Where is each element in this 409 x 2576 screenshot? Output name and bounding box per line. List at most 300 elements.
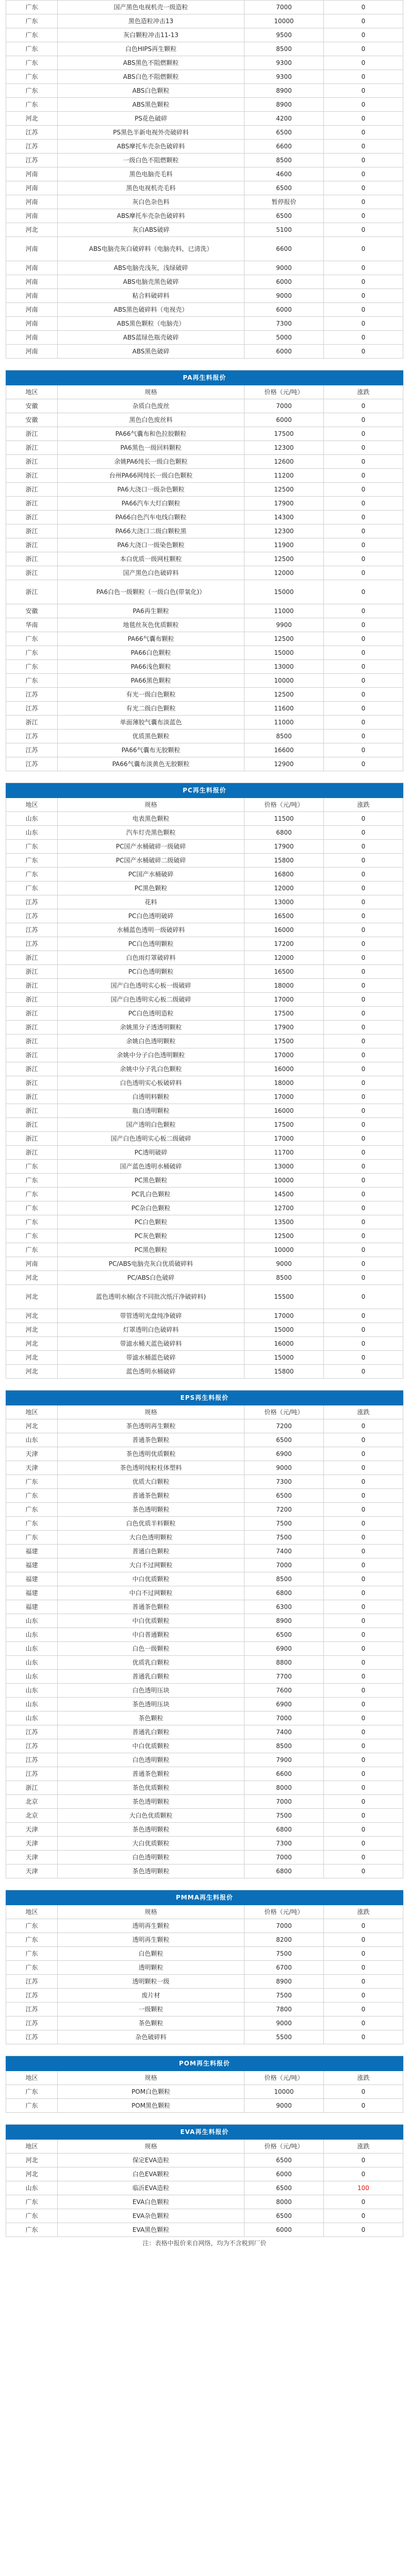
spec-cell: PC黑色颗粒 <box>58 1243 244 1257</box>
change-cell: 0 <box>323 937 403 951</box>
section-title: PC再生料报价 <box>6 783 403 798</box>
table-row <box>6 923 403 937</box>
table-row <box>6 1146 403 1160</box>
change-cell: 0 <box>323 923 403 937</box>
region-cell: 浙江 <box>6 497 58 511</box>
price-cell: 12500 <box>244 1229 323 1243</box>
price-cell: 14500 <box>244 1188 323 1201</box>
region-cell: 天津 <box>6 1837 58 1851</box>
price-cell: 15000 <box>244 1351 323 1365</box>
spec-cell: EVA白色颗粒 <box>58 2195 244 2209</box>
price-cell: 5000 <box>244 331 323 345</box>
spec-cell: 国产蓝色透明水桶破碎 <box>58 1160 244 1174</box>
change-cell: 0 <box>323 1365 403 1379</box>
table-row <box>6 1947 403 1961</box>
header-region: 地区 <box>6 1905 58 1919</box>
change-cell: 0 <box>323 1309 403 1323</box>
change-cell: 0 <box>323 331 403 345</box>
table-row <box>6 1975 403 1989</box>
spec-cell: 茶色透明优质颗粒 <box>58 1447 244 1461</box>
spec-cell: 国产白色透明实心板二级破碎 <box>58 1132 244 1146</box>
region-cell: 浙江 <box>6 716 58 730</box>
price-cell: 17200 <box>244 937 323 951</box>
region-cell: 福建 <box>6 1558 58 1572</box>
table-row <box>6 1823 403 1837</box>
table-row <box>6 1447 403 1461</box>
section-title-row <box>6 1890 403 1905</box>
price-cell: 16000 <box>244 1062 323 1076</box>
spec-cell: 中白不过网颗粒 <box>58 1586 244 1600</box>
table-row <box>6 688 403 702</box>
table-row <box>6 716 403 730</box>
change-cell: 0 <box>323 660 403 674</box>
price-cell: 12300 <box>244 524 323 538</box>
table-row <box>6 854 403 868</box>
spec-cell: PA66大浇口二级白颗粒黑 <box>58 524 244 538</box>
price-cell: 9000 <box>244 1461 323 1475</box>
spec-cell: 优质黑色颗粒 <box>58 730 244 743</box>
spec-cell: 黑色造粒冲击13 <box>58 14 244 28</box>
spec-cell: PA66白色汽车电线白颗粒 <box>58 511 244 524</box>
change-cell: 0 <box>323 1517 403 1531</box>
change-cell: 0 <box>323 840 403 854</box>
spec-cell: 废片材 <box>58 1989 244 2003</box>
table-row <box>6 868 403 882</box>
section-gap-cell <box>6 1878 403 1890</box>
header-change: 涨跌 <box>323 385 403 399</box>
change-cell: 0 <box>323 1076 403 1090</box>
price-cell: 6500 <box>244 2181 323 2195</box>
price-cell: 12300 <box>244 441 323 455</box>
table-row <box>6 1961 403 1975</box>
region-cell: 河北 <box>6 1271 58 1285</box>
price-cell: 7000 <box>244 1558 323 1572</box>
region-cell: 河北 <box>6 112 58 126</box>
change-cell: 0 <box>323 826 403 840</box>
table-row <box>6 427 403 441</box>
table-row <box>6 951 403 965</box>
change-cell: 0 <box>323 2030 403 2044</box>
region-cell: 山东 <box>6 1642 58 1656</box>
price-cell: 12600 <box>244 455 323 469</box>
header-region: 地区 <box>6 1405 58 1419</box>
section-title: POM再生料报价 <box>6 2056 403 2071</box>
table-row <box>6 1351 403 1365</box>
change-cell: 0 <box>323 181 403 195</box>
price-cell: 7500 <box>244 1947 323 1961</box>
table-row <box>6 261 403 275</box>
spec-cell: 汽车灯壳黑色颗粒 <box>58 826 244 840</box>
change-cell: 0 <box>323 1837 403 1851</box>
price-cell: 17000 <box>244 1090 323 1104</box>
price-cell: 10000 <box>244 1174 323 1188</box>
spec-cell: 余姚中分子乳白色颗粒 <box>58 1062 244 1076</box>
price-cell: 6500 <box>244 2209 323 2223</box>
price-table <box>6 0 403 2237</box>
price-cell: 6500 <box>244 1489 323 1503</box>
price-cell: 13500 <box>244 1215 323 1229</box>
section-title-row <box>6 2056 403 2071</box>
price-cell: 12500 <box>244 632 323 646</box>
change-cell: 0 <box>323 497 403 511</box>
change-cell: 0 <box>323 112 403 126</box>
table-row <box>6 1684 403 1698</box>
change-cell: 0 <box>323 524 403 538</box>
price-cell: 16000 <box>244 1104 323 1118</box>
column-header-row <box>6 2140 403 2154</box>
spec-cell: ABS白色不阻燃颗粒 <box>58 70 244 84</box>
change-cell: 0 <box>323 209 403 223</box>
region-cell: 江苏 <box>6 2003 58 2016</box>
spec-cell: 透明颗粒一级 <box>58 1975 244 1989</box>
region-cell: 河南 <box>6 317 58 331</box>
spec-cell: 普通茶色颗粒 <box>58 1600 244 1614</box>
spec-cell: PA66气囊布颗粒 <box>58 632 244 646</box>
price-cell: 17500 <box>244 1035 323 1048</box>
footer-note: 注：表格中报价来自网络，均为不含税到厂价 <box>142 2240 267 2247</box>
table-row <box>6 618 403 632</box>
spec-cell: PC黑色颗粒 <box>58 882 244 895</box>
table-row <box>6 70 403 84</box>
price-cell: 9000 <box>244 261 323 275</box>
price-cell: 9000 <box>244 2099 323 2113</box>
region-cell: 浙江 <box>6 455 58 469</box>
region-cell: 山东 <box>6 1614 58 1628</box>
region-cell: 浙江 <box>6 511 58 524</box>
spec-cell: PA66黑色颗粒 <box>58 674 244 688</box>
region-cell: 河南 <box>6 1257 58 1271</box>
table-row <box>6 1090 403 1104</box>
price-cell: 11200 <box>244 469 323 483</box>
region-cell: 山东 <box>6 826 58 840</box>
table-row <box>6 1062 403 1076</box>
region-cell: 山东 <box>6 2181 58 2195</box>
change-cell: 0 <box>323 1545 403 1558</box>
spec-cell: PA6白色一级颗粒（一级白色(带氧化)） <box>58 580 244 604</box>
region-cell: 河北 <box>6 1351 58 1365</box>
spec-cell: 瓶白透明颗粒 <box>58 1104 244 1118</box>
change-cell: 0 <box>323 1035 403 1048</box>
table-row <box>6 1323 403 1337</box>
region-cell: 江苏 <box>6 743 58 757</box>
region-cell: 广东 <box>6 2223 58 2237</box>
region-cell: 广东 <box>6 1919 58 1933</box>
table-row <box>6 2223 403 2237</box>
change-cell: 0 <box>323 688 403 702</box>
change-cell: 0 <box>323 1698 403 1711</box>
column-header-row <box>6 798 403 812</box>
region-cell: 江苏 <box>6 1725 58 1739</box>
price-cell: 12000 <box>244 566 323 580</box>
table-row <box>6 743 403 757</box>
region-cell: 河北 <box>6 1365 58 1379</box>
change-cell: 0 <box>323 1243 403 1257</box>
price-cell: 7500 <box>244 1989 323 2003</box>
spec-cell: 蓝色透明水桶破碎 <box>58 1365 244 1379</box>
table-row <box>6 511 403 524</box>
spec-cell: ABS电脑壳黑色破碎 <box>58 275 244 289</box>
price-cell: 8500 <box>244 730 323 743</box>
change-cell: 0 <box>323 2167 403 2181</box>
spec-cell: 白透明料颗粒 <box>58 1090 244 1104</box>
change-cell: 0 <box>323 730 403 743</box>
change-cell: 0 <box>323 1489 403 1503</box>
spec-cell: 黑色白色废丝料 <box>58 413 244 427</box>
change-cell: 0 <box>323 1337 403 1351</box>
spec-cell: PA66汽车大灯白颗粒 <box>58 497 244 511</box>
spec-cell: 大白优质颗粒 <box>58 1837 244 1851</box>
region-cell: 河北 <box>6 2154 58 2167</box>
header-spec: 规格 <box>58 1905 244 1919</box>
region-cell: 广东 <box>6 14 58 28</box>
change-cell: 0 <box>323 1628 403 1642</box>
change-cell: 0 <box>323 2099 403 2113</box>
region-cell: 江苏 <box>6 1975 58 1989</box>
table-row <box>6 1243 403 1257</box>
change-cell: 0 <box>323 1351 403 1365</box>
table-row <box>6 1076 403 1090</box>
region-cell: 广东 <box>6 98 58 112</box>
region-cell: 江苏 <box>6 688 58 702</box>
spec-cell: PS黑色半新电视外壳破碎料 <box>58 126 244 140</box>
region-cell: 浙江 <box>6 1146 58 1160</box>
spec-cell: 黑色电脑壳毛料 <box>58 167 244 181</box>
price-cell: 7300 <box>244 317 323 331</box>
change-cell: 0 <box>323 399 403 413</box>
spec-cell: 粘合料破碎料 <box>58 289 244 303</box>
change-cell: 0 <box>323 1600 403 1614</box>
change-cell: 0 <box>323 1558 403 1572</box>
change-cell: 0 <box>323 1531 403 1545</box>
spec-cell: 本白优质一级网柱颗粒 <box>58 552 244 566</box>
spec-cell: 白色透明压块 <box>58 1684 244 1698</box>
spec-cell: 中白优质颗粒 <box>58 1572 244 1586</box>
spec-cell: 茶色颗粒 <box>58 2016 244 2030</box>
price-cell: 7000 <box>244 399 323 413</box>
change-cell: 0 <box>323 1188 403 1201</box>
change-cell: 0 <box>323 716 403 730</box>
region-cell: 广东 <box>6 1243 58 1257</box>
spec-cell: PC/ABS白色破碎 <box>58 1271 244 1285</box>
spec-cell: 大白不过网颗粒 <box>58 1558 244 1572</box>
table-row <box>6 2003 403 2016</box>
region-cell: 浙江 <box>6 1007 58 1021</box>
table-row <box>6 2099 403 2113</box>
spec-cell: 一级颗粒 <box>58 2003 244 2016</box>
change-cell: 0 <box>323 1642 403 1656</box>
header-change: 涨跌 <box>323 798 403 812</box>
table-row <box>6 14 403 28</box>
price-cell: 6500 <box>244 181 323 195</box>
table-row <box>6 1989 403 2003</box>
column-header-row <box>6 1405 403 1419</box>
change-cell: 0 <box>323 511 403 524</box>
region-cell: 广东 <box>6 28 58 42</box>
region-cell: 浙江 <box>6 1062 58 1076</box>
region-cell: 浙江 <box>6 469 58 483</box>
spec-cell: 余姚黑分子透透明颗粒 <box>58 1021 244 1035</box>
change-cell: 0 <box>323 538 403 552</box>
table-row <box>6 1021 403 1035</box>
change-cell: 0 <box>323 1919 403 1933</box>
table-row <box>6 1365 403 1379</box>
section-title: EVA再生料报价 <box>6 2125 403 2140</box>
table-row <box>6 1461 403 1475</box>
change-cell: 0 <box>323 895 403 909</box>
region-cell: 广东 <box>6 854 58 868</box>
table-row <box>6 580 403 604</box>
table-row <box>6 167 403 181</box>
spec-cell: 杂色破碎料 <box>58 2030 244 2044</box>
change-cell: 0 <box>323 854 403 868</box>
change-cell: 0 <box>323 1975 403 1989</box>
spec-cell: 灰白颗粒冲击11-13 <box>58 28 244 42</box>
price-cell: 6000 <box>244 2223 323 2237</box>
region-cell: 广东 <box>6 1531 58 1545</box>
table-row <box>6 140 403 154</box>
spec-cell: 茶色透明颗粒 <box>58 1865 244 1878</box>
table-row <box>6 112 403 126</box>
region-cell: 浙江 <box>6 441 58 455</box>
header-region: 地区 <box>6 798 58 812</box>
change-cell: 0 <box>323 167 403 181</box>
spec-cell: ABS黑色不阻燃颗粒 <box>58 56 244 70</box>
change-cell: 0 <box>323 1586 403 1600</box>
section-title-row <box>6 1391 403 1405</box>
change-cell: 0 <box>323 483 403 497</box>
region-cell: 河南 <box>6 167 58 181</box>
spec-cell: PC国产水桶破碎一级破碎 <box>58 840 244 854</box>
table-row <box>6 1188 403 1201</box>
section-gap <box>6 2113 403 2125</box>
spec-cell: 茶色透明再生颗粒 <box>58 1419 244 1433</box>
table-row <box>6 1739 403 1753</box>
table-row <box>6 399 403 413</box>
region-cell: 福建 <box>6 1545 58 1558</box>
table-row <box>6 1475 403 1489</box>
table-row <box>6 1670 403 1684</box>
spec-cell: 余姚PA6纯长一级白色颗粒 <box>58 455 244 469</box>
table-row <box>6 1503 403 1517</box>
change-cell: 0 <box>323 14 403 28</box>
table-row <box>6 237 403 261</box>
spec-cell: 单面薄胶气囊布淡蓝色 <box>58 716 244 730</box>
section-title-row <box>6 370 403 385</box>
header-region: 地区 <box>6 2071 58 2085</box>
table-row <box>6 413 403 427</box>
change-cell: 0 <box>323 1090 403 1104</box>
price-cell: 6800 <box>244 1823 323 1837</box>
price-cell: 17900 <box>244 840 323 854</box>
change-cell: 0 <box>323 1461 403 1475</box>
price-cell: 17000 <box>244 1132 323 1146</box>
region-cell: 浙江 <box>6 427 58 441</box>
region-cell: 河南 <box>6 331 58 345</box>
spec-cell: POM黑色颗粒 <box>58 2099 244 2113</box>
spec-cell: 白色透明颗粒 <box>58 1753 244 1767</box>
price-cell: 12000 <box>244 882 323 895</box>
region-cell: 广东 <box>6 1933 58 1947</box>
region-cell: 山东 <box>6 1698 58 1711</box>
region-cell: 浙江 <box>6 965 58 979</box>
table-row <box>6 195 403 209</box>
spec-cell: 普通茶色颗粒 <box>58 1767 244 1781</box>
table-row <box>6 317 403 331</box>
region-cell: 广东 <box>6 1489 58 1503</box>
region-cell: 广东 <box>6 84 58 98</box>
spec-cell: PC黑色颗粒 <box>58 1174 244 1188</box>
price-cell: 7400 <box>244 1725 323 1739</box>
change-cell: 0 <box>323 2195 403 2209</box>
region-cell: 山东 <box>6 1670 58 1684</box>
change-cell: 0 <box>323 1933 403 1947</box>
region-cell: 广东 <box>6 1229 58 1243</box>
table-row <box>6 604 403 618</box>
table-row <box>6 730 403 743</box>
change-cell: 0 <box>323 1146 403 1160</box>
spec-cell: 余姚白色透明颗粒 <box>58 1035 244 1048</box>
change-cell: 0 <box>323 1711 403 1725</box>
section-title-row <box>6 783 403 798</box>
spec-cell: 花料 <box>58 895 244 909</box>
spec-cell: 中白优质颗粒 <box>58 1739 244 1753</box>
table-row <box>6 154 403 167</box>
price-cell: 6000 <box>244 413 323 427</box>
table-row <box>6 1586 403 1600</box>
spec-cell: PC乳白色颗粒 <box>58 1188 244 1201</box>
price-cell: 6300 <box>244 1600 323 1614</box>
change-cell: 0 <box>323 303 403 317</box>
spec-cell: ABS白色颗粒 <box>58 84 244 98</box>
spec-cell: PC/ABS电脑壳灰白优质破碎料 <box>58 1257 244 1271</box>
price-cell: 5100 <box>244 223 323 237</box>
spec-cell: PA6大浇口一级染色颗粒 <box>58 538 244 552</box>
spec-cell: 杂质白色废丝 <box>58 399 244 413</box>
table-row <box>6 1433 403 1447</box>
spec-cell: 茶色透明纯粒柱体塑料 <box>58 1461 244 1475</box>
table-row <box>6 84 403 98</box>
change-cell: 0 <box>323 1503 403 1517</box>
price-cell: 12700 <box>244 1201 323 1215</box>
price-cell: 8200 <box>244 1933 323 1947</box>
region-cell: 天津 <box>6 1823 58 1837</box>
price-cell: 15800 <box>244 1365 323 1379</box>
change-cell: 0 <box>323 1048 403 1062</box>
price-cell: 7300 <box>244 1837 323 1851</box>
region-cell: 浙江 <box>6 1781 58 1795</box>
price-cell: 16000 <box>244 923 323 937</box>
region-cell: 广东 <box>6 868 58 882</box>
section-gap <box>6 2044 403 2056</box>
section-title: PMMA再生料报价 <box>6 1890 403 1905</box>
change-cell: 0 <box>323 757 403 771</box>
change-cell: 0 <box>323 566 403 580</box>
table-row <box>6 1035 403 1048</box>
change-cell: 0 <box>323 126 403 140</box>
spec-cell: ABS黑色破碎料（电视壳） <box>58 303 244 317</box>
section-gap-cell <box>6 771 403 783</box>
spec-cell: PS花色破碎 <box>58 112 244 126</box>
region-cell: 河南 <box>6 275 58 289</box>
table-row <box>6 289 403 303</box>
spec-cell: 白色EVA颗粒 <box>58 2167 244 2181</box>
table-row <box>6 965 403 979</box>
spec-cell: 保定EVA造粒 <box>58 2154 244 2167</box>
table-row <box>6 1628 403 1642</box>
price-cell: 9000 <box>244 289 323 303</box>
region-cell: 浙江 <box>6 483 58 497</box>
spec-cell: 带滤水桶天蓝色破碎料 <box>58 1337 244 1351</box>
